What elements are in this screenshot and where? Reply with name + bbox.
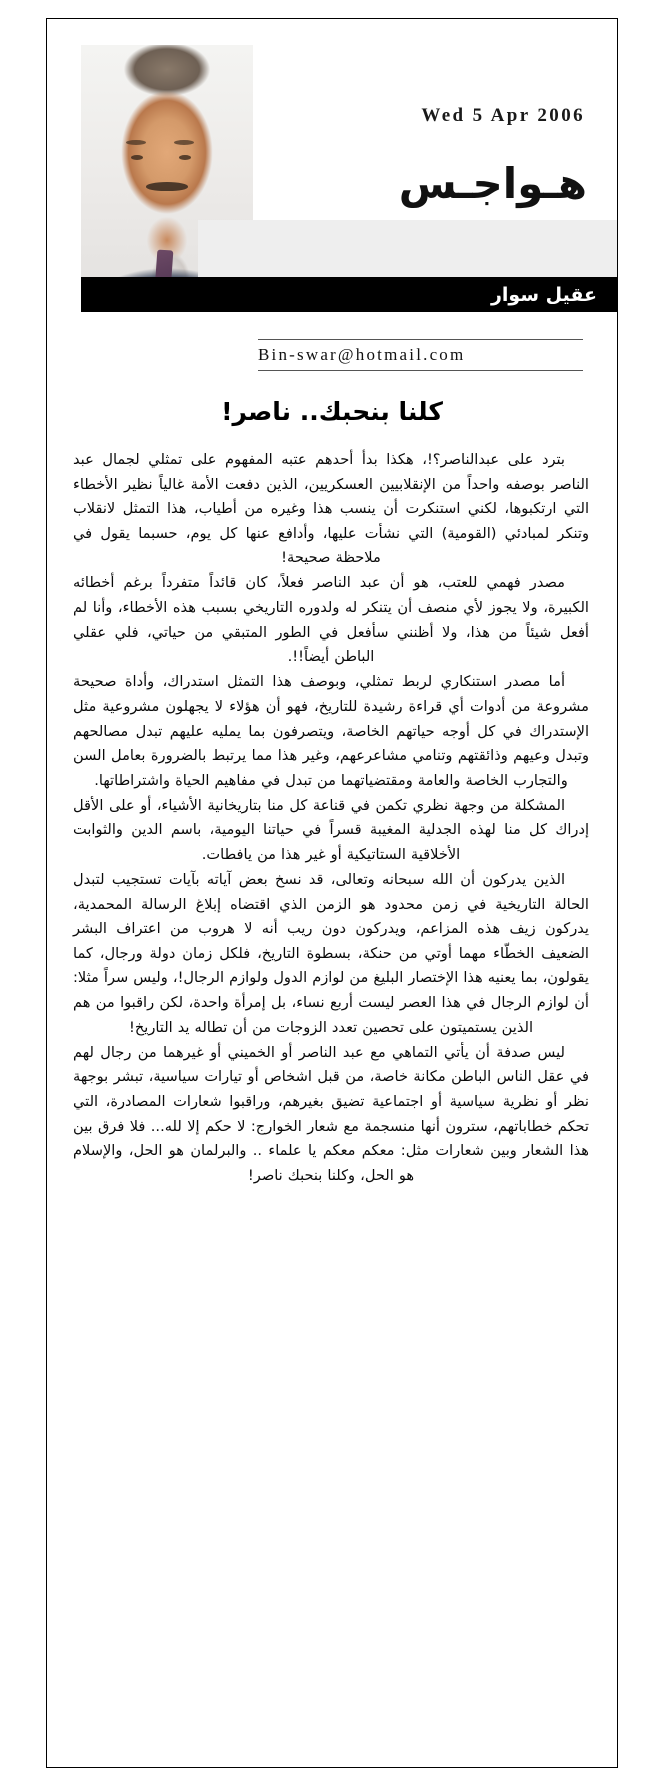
masthead-grey-band xyxy=(198,220,617,277)
article-headline: كلنا بنحبك.. ناصر! xyxy=(221,397,443,426)
author-email-block xyxy=(258,339,583,371)
author-name: عقيل سوار xyxy=(490,283,597,306)
column-title: هـواجـس xyxy=(398,159,587,208)
portrait-detail xyxy=(126,140,146,145)
portrait-detail xyxy=(174,140,194,145)
portrait-detail xyxy=(146,182,188,191)
article-paragraph: الذين يدركون أن الله سبحانه وتعالى، قد نسخ بعض آياته بآيات تستجيب لتبدل الحالة التاريخية في زمن محدود هو الزمن الذي اقتضاه إبلاغ الرسالة المحمدية، يدركون زيف هذه المزاعم، ويدركون دون ريب أنه لا هروب من اعتراف البشر الضعيف الخطّاء مهما أوتي من حنكة، بسطوة التاريخ، فلكل زمان دولة ورجال، كما يقولون، بما يعنيه هذا الإختصار البليغ من لوازم الدول ولوازم الرجال!، وليس سراً مثلا: أن لوازم الرجال في هذا العصر ليست أربع نساء، بل إمرأة واحدة، لكن راقبوا من هم الذين يستميتون على تحصين تعدد الزوجات من أن تطاله يد التاريخ! xyxy=(73,871,589,1036)
article-body xyxy=(47,448,617,1188)
portrait-detail xyxy=(179,155,191,160)
article-paragraph: أما مصدر استنكاري لربط تمثلي، وبوصف هذا التمثل استدراك، وأداة صحيحة مشروعة من أدوات أي قراءة رشيدة للتاريخ، فهو أن هؤلاء لا يجهلون مشروعية مثل الإستدراك في كل أوجه حياتهم الخاصة، ويتصرفون بما يمليه عليهم تبدل مصالحهم وتبدل وعيهم وذائقتهم وتنامي مشاعرعهم، وغير هذا مما يرتبط بالضرورة بعامل السن والتجارب الخاصة والعامة ومقتضياتهما من تبدل في مفاهيم الحياة واشتراطاتها. xyxy=(73,673,589,789)
publication-date: Wed 5 Apr 2006 xyxy=(421,105,585,126)
author-email-address[interactable]: Bin-swar@hotmail.com xyxy=(258,345,466,364)
article-paragraph: المشكلة من وجهة نظري تكمن في قناعة كل منا بتاريخانية الأشياء، أو على الأقل إدراك كل منا لهذه الجدلية المغيبة قسراً في حياتنا اليومية، باسم الدين والثوابت الأخلاقية الستاتيكية أو غير هذا من يافطات. xyxy=(73,796,589,863)
portrait-detail xyxy=(131,155,143,160)
masthead xyxy=(47,19,617,319)
article-paragraph: بترد على عبدالناصر؟!، هكذا بدأ أحدهم عتبه المفهوم على تمثلي لجمال عبد الناصر بوصفه واحداً من الإنقلابيين العسكريين، الذين دفعت الأمة غالياً نظير الأخطاء التي ارتكبوها، لكني استنكرت أن ينسب هذا وغيره من أطياب، هذا التمثل لانقلاب وتنكر لمبادئي (القومية) التي نشأت عليها، وأدافع عنها كل يوم، حسبما يقول في ملاحظة صحيحة! xyxy=(73,451,589,567)
article-paragraph: ليس صدفة أن يأتي التماهي مع عبد الناصر أو الخميني أو غيرهما من رجال لهم في عقل الناس الباطن مكانة خاصة، من قبل اشخاص أو تيارات سياسية، تبشر بوجهة نظر أو نظرية سياسية أو اجتماعية تضيق بغيرهم، وراقبوا شعارات المصادرة، التي تحكم خطاباتهم، سترون أنها منسجمة مع شعار الخوارج: لا حكم إلا لله... فلا فرق بين هذا الشعار وبين شعارات مثل: معكم معكم يا علماء .. والبرلمان هو الحل، والإسلام هو الحل، وكلنا بنحبك ناصر! xyxy=(73,1043,589,1184)
article-paragraph: مصدر فهمي للعتب، هو أن عبد الناصر فعلاً، كان قائداً متفرداً برغم أخطائه الكبيرة، ولا يجوز لأي منصف أن يتنكر له ولدوره التاريخي بسبب هذه الأخطاء، وأنا لم أفعل شيئاً من هذا، ولا أظنني سأفعل في الطور المتبقي من حياتي، فلي عقلي الباطن أيضاً!!. xyxy=(73,574,589,666)
author-byline-bar xyxy=(81,277,617,312)
article-frame xyxy=(46,18,618,1768)
